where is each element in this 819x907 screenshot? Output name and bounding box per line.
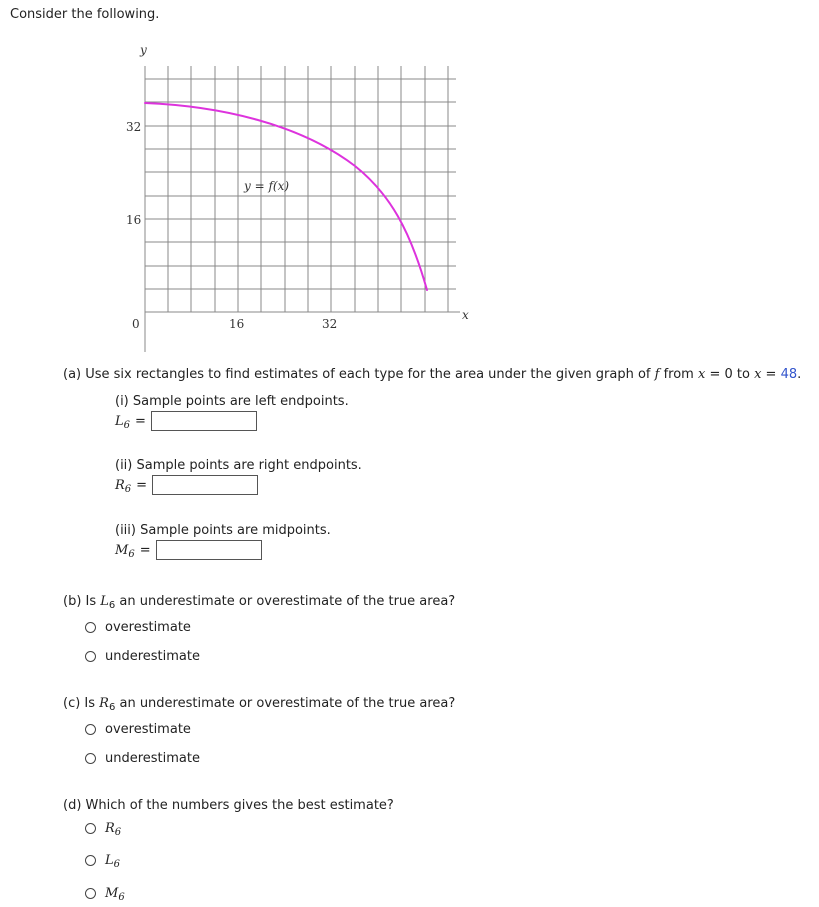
- radio-button-icon[interactable]: [85, 753, 96, 764]
- curve-label: y = f(x): [244, 179, 290, 193]
- part-d-question: (d) Which of the numbers gives the best estimate?: [63, 798, 394, 813]
- part-a-i-label: (i) Sample points are left endpoints.: [115, 394, 349, 409]
- left-endpoint-answer-row: $L_6$ =: [115, 411, 257, 431]
- part-d-option-l6[interactable]: $L_6$: [85, 853, 120, 868]
- right-endpoint-answer-row: $R_6$ =: [115, 475, 258, 495]
- grid: [145, 66, 456, 312]
- radio-button-icon[interactable]: [85, 823, 96, 834]
- intro-text: Consider the following.: [10, 7, 160, 22]
- radio-button-icon[interactable]: [85, 888, 96, 899]
- midpoint-answer-row: $M_6$ =: [115, 540, 262, 560]
- upper-limit-value: 48: [780, 367, 798, 382]
- m6-input[interactable]: [156, 540, 262, 560]
- x-tick-32: 32: [322, 317, 338, 331]
- part-d-option-m6[interactable]: $M_6$: [85, 886, 125, 901]
- part-a-ii-label: (ii) Sample points are right endpoints.: [115, 458, 362, 473]
- part-d-option-r6[interactable]: $R_6$: [85, 821, 121, 836]
- radio-button-icon[interactable]: [85, 724, 96, 735]
- part-b-question: (b) Is $L_6$ an underestimate or overestimate of the true area?: [63, 594, 456, 611]
- x-tick-16: 16: [229, 317, 245, 331]
- part-c-option-underestimate[interactable]: underestimate: [85, 751, 200, 766]
- x-axis-label: x: [462, 308, 469, 322]
- r6-input[interactable]: [152, 475, 258, 495]
- function-graph: [100, 38, 480, 356]
- y-tick-0: 0: [132, 317, 140, 331]
- part-c-option-overestimate[interactable]: overestimate: [85, 722, 191, 737]
- part-c-question: (c) Is $R_6$ an underestimate or overestimate of the true area?: [63, 696, 456, 713]
- y-tick-32: 32: [126, 120, 142, 134]
- radio-button-icon[interactable]: [85, 651, 96, 662]
- r6-label: $R_6$: [115, 477, 132, 495]
- l6-label: $L_6$: [115, 413, 131, 431]
- part-a-prompt: (a) Use six rectangles to find estimates of each type for the area under the given graph of f from x = 0 to x = 48.: [63, 367, 802, 382]
- y-axis-label: y: [140, 43, 147, 57]
- radio-button-icon[interactable]: [85, 622, 96, 633]
- part-b-option-overestimate[interactable]: overestimate: [85, 620, 191, 635]
- l6-input[interactable]: [151, 411, 257, 431]
- part-a-iii-label: (iii) Sample points are midpoints.: [115, 523, 331, 538]
- radio-button-icon[interactable]: [85, 855, 96, 866]
- part-b-option-underestimate[interactable]: underestimate: [85, 649, 200, 664]
- y-tick-16: 16: [126, 213, 142, 227]
- m6-label: $M_6$: [115, 542, 135, 560]
